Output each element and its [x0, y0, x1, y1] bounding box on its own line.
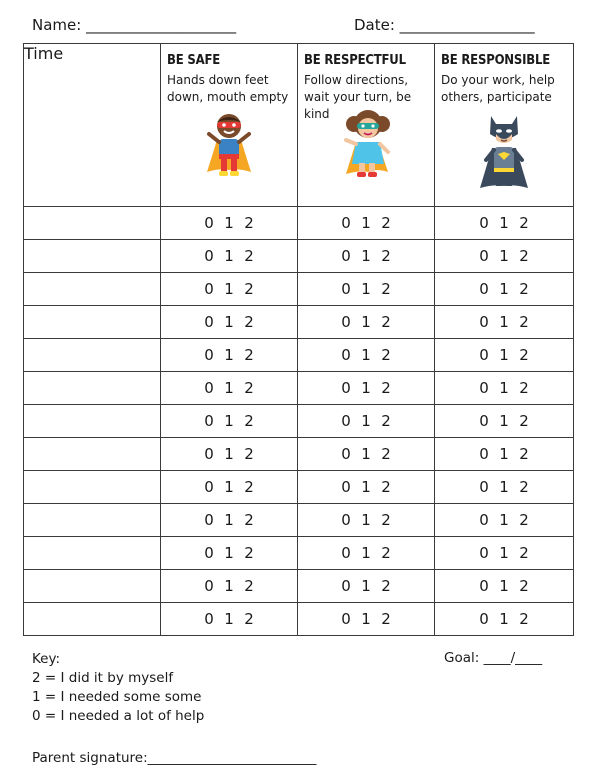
- date-field[interactable]: Date: __________________: [354, 16, 535, 34]
- score-option[interactable]: 0: [204, 313, 214, 331]
- score-option[interactable]: 0: [479, 214, 489, 232]
- score-option[interactable]: 0: [204, 379, 214, 397]
- score-cell: [298, 405, 435, 438]
- score-option[interactable]: 1: [499, 247, 509, 265]
- score-option[interactable]: 1: [224, 412, 234, 430]
- score-option[interactable]: 2: [519, 610, 529, 628]
- score-option[interactable]: 2: [381, 478, 391, 496]
- header-row: [24, 44, 574, 207]
- table-row: [24, 372, 574, 405]
- key-title: Key:: [32, 651, 61, 667]
- score-option[interactable]: 1: [361, 247, 371, 265]
- score-option[interactable]: 1: [224, 214, 234, 232]
- score-option[interactable]: 1: [361, 412, 371, 430]
- time-cell[interactable]: [24, 339, 161, 372]
- name-field[interactable]: Name: ____________________: [32, 16, 237, 34]
- score-option[interactable]: 2: [244, 214, 254, 232]
- score-option[interactable]: 0: [341, 610, 351, 628]
- be-responsible-title: BE RESPONSIBLE: [441, 53, 551, 68]
- score-cell: [435, 537, 574, 570]
- score-option[interactable]: 1: [499, 610, 509, 628]
- score-option[interactable]: 0: [479, 478, 489, 496]
- table-row: [24, 207, 574, 240]
- score-option[interactable]: 1: [224, 511, 234, 529]
- time-cell[interactable]: [24, 537, 161, 570]
- be-respectful-description: Follow directions, wait your turn, be kind: [304, 73, 412, 121]
- score-option[interactable]: 2: [381, 412, 391, 430]
- score-option[interactable]: 1: [224, 247, 234, 265]
- score-option[interactable]: 2: [244, 577, 254, 595]
- score-cell: [161, 438, 298, 471]
- score-option[interactable]: 2: [381, 610, 391, 628]
- score-option[interactable]: 2: [519, 511, 529, 529]
- score-cell: [298, 504, 435, 537]
- score-cell: [298, 438, 435, 471]
- score-option[interactable]: 0: [479, 280, 489, 298]
- score-option[interactable]: 1: [224, 544, 234, 562]
- score-option[interactable]: 2: [381, 511, 391, 529]
- score-option[interactable]: 1: [361, 511, 371, 529]
- score-option[interactable]: 2: [519, 280, 529, 298]
- score-cell: [435, 240, 574, 273]
- score-option[interactable]: 0: [341, 379, 351, 397]
- table-row: [24, 537, 574, 570]
- score-option[interactable]: 2: [381, 280, 391, 298]
- goal-field[interactable]: Goal: ____/____: [444, 650, 543, 666]
- parent-signature-field[interactable]: Parent signature:_________________________: [32, 750, 317, 766]
- be-responsible-header: [435, 44, 574, 207]
- score-option[interactable]: 2: [244, 478, 254, 496]
- be-safe-description: Hands down feet down, mouth empty: [167, 73, 289, 104]
- score-cell: [161, 471, 298, 504]
- score-option[interactable]: 1: [499, 280, 509, 298]
- bat-superhero-icon: [474, 110, 534, 196]
- score-option[interactable]: 2: [244, 412, 254, 430]
- score-cell: [298, 537, 435, 570]
- table-row: [24, 438, 574, 471]
- table-row: [24, 273, 574, 306]
- score-option[interactable]: 1: [499, 577, 509, 595]
- score-option[interactable]: 2: [244, 247, 254, 265]
- score-option[interactable]: 0: [341, 478, 351, 496]
- table-row: [24, 471, 574, 504]
- be-safe-header: [161, 44, 298, 207]
- time-cell[interactable]: [24, 273, 161, 306]
- score-option[interactable]: 1: [499, 346, 509, 364]
- score-option[interactable]: 0: [204, 280, 214, 298]
- score-cell: [161, 240, 298, 273]
- score-option[interactable]: 2: [519, 247, 529, 265]
- score-cell: [161, 207, 298, 240]
- score-option[interactable]: 0: [204, 247, 214, 265]
- score-option[interactable]: 0: [479, 313, 489, 331]
- score-option[interactable]: 0: [204, 478, 214, 496]
- time-cell[interactable]: [24, 240, 161, 273]
- score-cell: [161, 273, 298, 306]
- score-cell: [298, 306, 435, 339]
- score-option[interactable]: 2: [519, 544, 529, 562]
- score-option[interactable]: 1: [224, 445, 234, 463]
- score-option[interactable]: 2: [519, 346, 529, 364]
- score-option[interactable]: 2: [381, 379, 391, 397]
- time-cell[interactable]: [24, 504, 161, 537]
- score-cell: [298, 603, 435, 636]
- score-cell: [435, 603, 574, 636]
- table-row: [24, 570, 574, 603]
- score-cell: [435, 504, 574, 537]
- score-option[interactable]: 1: [361, 544, 371, 562]
- time-cell[interactable]: [24, 570, 161, 603]
- score-option[interactable]: 0: [479, 247, 489, 265]
- score-option[interactable]: 0: [479, 577, 489, 595]
- score-option[interactable]: 2: [381, 247, 391, 265]
- score-option[interactable]: 1: [499, 511, 509, 529]
- score-option[interactable]: 0: [479, 610, 489, 628]
- score-cell: [161, 306, 298, 339]
- score-option[interactable]: 0: [204, 346, 214, 364]
- be-respectful-header: [298, 44, 435, 207]
- score-option[interactable]: 1: [499, 379, 509, 397]
- score-cell: [161, 372, 298, 405]
- score-option[interactable]: 1: [224, 313, 234, 331]
- score-option[interactable]: 2: [519, 313, 529, 331]
- be-safe-title: BE SAFE: [167, 53, 221, 68]
- score-option[interactable]: 0: [204, 214, 214, 232]
- score-option[interactable]: 0: [204, 445, 214, 463]
- score-cell: [435, 306, 574, 339]
- score-cell: [298, 273, 435, 306]
- score-option[interactable]: 1: [361, 214, 371, 232]
- score-option[interactable]: 0: [204, 412, 214, 430]
- score-option[interactable]: 1: [499, 445, 509, 463]
- time-cell[interactable]: [24, 603, 161, 636]
- score-cell: [298, 207, 435, 240]
- key-line-0: 0 = I needed a lot of help: [32, 708, 205, 724]
- score-cell: [161, 504, 298, 537]
- score-cell: [435, 471, 574, 504]
- score-cell: [435, 438, 574, 471]
- score-option[interactable]: 2: [519, 445, 529, 463]
- score-option[interactable]: 1: [499, 214, 509, 232]
- score-option[interactable]: 0: [341, 247, 351, 265]
- score-option[interactable]: 1: [361, 346, 371, 364]
- score-cell: [298, 339, 435, 372]
- score-option[interactable]: 2: [381, 577, 391, 595]
- score-option[interactable]: 2: [381, 544, 391, 562]
- score-option[interactable]: 0: [204, 577, 214, 595]
- score-option[interactable]: 2: [519, 379, 529, 397]
- score-option[interactable]: 1: [361, 379, 371, 397]
- behavior-chart-table: [23, 43, 574, 636]
- score-option[interactable]: 1: [361, 610, 371, 628]
- score-option[interactable]: 0: [479, 544, 489, 562]
- score-option[interactable]: 1: [499, 313, 509, 331]
- score-cell: [298, 471, 435, 504]
- score-cell: [435, 570, 574, 603]
- score-option[interactable]: 0: [341, 445, 351, 463]
- be-respectful-title: BE RESPECTFUL: [304, 53, 406, 68]
- score-option[interactable]: 2: [381, 214, 391, 232]
- table-row: [24, 339, 574, 372]
- score-option[interactable]: 0: [479, 511, 489, 529]
- score-cell: [298, 240, 435, 273]
- boy-superhero-red-mask-icon: [199, 110, 259, 182]
- score-option[interactable]: 1: [224, 610, 234, 628]
- score-option[interactable]: 1: [361, 577, 371, 595]
- score-option[interactable]: 2: [244, 280, 254, 298]
- score-option[interactable]: 2: [519, 577, 529, 595]
- score-option[interactable]: 1: [224, 346, 234, 364]
- score-option[interactable]: 2: [244, 379, 254, 397]
- score-option[interactable]: 0: [479, 412, 489, 430]
- score-option[interactable]: 0: [204, 610, 214, 628]
- score-cell: [435, 207, 574, 240]
- score-option[interactable]: 1: [499, 478, 509, 496]
- score-option[interactable]: 1: [499, 412, 509, 430]
- score-option[interactable]: 1: [224, 478, 234, 496]
- score-cell: [161, 570, 298, 603]
- score-option[interactable]: 0: [479, 346, 489, 364]
- score-option[interactable]: 0: [479, 379, 489, 397]
- table-row: [24, 240, 574, 273]
- table-row: [24, 405, 574, 438]
- score-option[interactable]: 1: [361, 313, 371, 331]
- time-cell[interactable]: [24, 207, 161, 240]
- score-option[interactable]: 0: [341, 577, 351, 595]
- be-responsible-description: Do your work, help others, participate: [441, 73, 555, 104]
- time-cell[interactable]: [24, 471, 161, 504]
- score-option[interactable]: 0: [204, 544, 214, 562]
- score-option[interactable]: 1: [361, 280, 371, 298]
- time-column-header: Time: [24, 44, 161, 207]
- score-option[interactable]: 1: [224, 379, 234, 397]
- score-cell: [161, 603, 298, 636]
- score-cell: [435, 273, 574, 306]
- score-option[interactable]: 2: [244, 511, 254, 529]
- score-option[interactable]: 2: [244, 544, 254, 562]
- score-option[interactable]: 0: [204, 511, 214, 529]
- score-option[interactable]: 2: [519, 478, 529, 496]
- score-option[interactable]: 0: [341, 214, 351, 232]
- score-option[interactable]: 1: [361, 445, 371, 463]
- score-option[interactable]: 2: [244, 346, 254, 364]
- table-row: [24, 504, 574, 537]
- score-option[interactable]: 0: [341, 313, 351, 331]
- score-cell: [435, 339, 574, 372]
- score-option[interactable]: 2: [244, 445, 254, 463]
- score-cell: [161, 405, 298, 438]
- key-line-2: 2 = I did it by myself: [32, 670, 174, 686]
- time-cell[interactable]: [24, 438, 161, 471]
- score-option[interactable]: 2: [519, 214, 529, 232]
- score-option[interactable]: 2: [381, 346, 391, 364]
- score-cell: [298, 372, 435, 405]
- score-option[interactable]: 1: [499, 544, 509, 562]
- score-cell: [435, 372, 574, 405]
- score-option[interactable]: 0: [341, 346, 351, 364]
- time-cell[interactable]: [24, 405, 161, 438]
- score-cell: [161, 339, 298, 372]
- score-option[interactable]: 0: [341, 544, 351, 562]
- score-option[interactable]: 2: [381, 313, 391, 331]
- score-option[interactable]: 0: [341, 511, 351, 529]
- table-row: [24, 306, 574, 339]
- score-cell: [161, 537, 298, 570]
- rating-key: [32, 650, 204, 726]
- time-cell[interactable]: [24, 306, 161, 339]
- score-option[interactable]: 2: [381, 445, 391, 463]
- score-option[interactable]: 0: [479, 445, 489, 463]
- score-option[interactable]: 2: [244, 313, 254, 331]
- score-option[interactable]: 1: [224, 280, 234, 298]
- girl-superhero-teal-mask-icon: [334, 110, 398, 182]
- score-option[interactable]: 0: [341, 412, 351, 430]
- score-cell: [298, 570, 435, 603]
- score-option[interactable]: 2: [519, 412, 529, 430]
- score-option[interactable]: 1: [361, 478, 371, 496]
- time-cell[interactable]: [24, 372, 161, 405]
- score-option[interactable]: 0: [341, 280, 351, 298]
- score-option[interactable]: 1: [224, 577, 234, 595]
- score-cell: [435, 405, 574, 438]
- table-row: [24, 603, 574, 636]
- key-line-1: 1 = I needed some some: [32, 689, 202, 705]
- score-option[interactable]: 2: [244, 610, 254, 628]
- chart-body: [24, 207, 574, 636]
